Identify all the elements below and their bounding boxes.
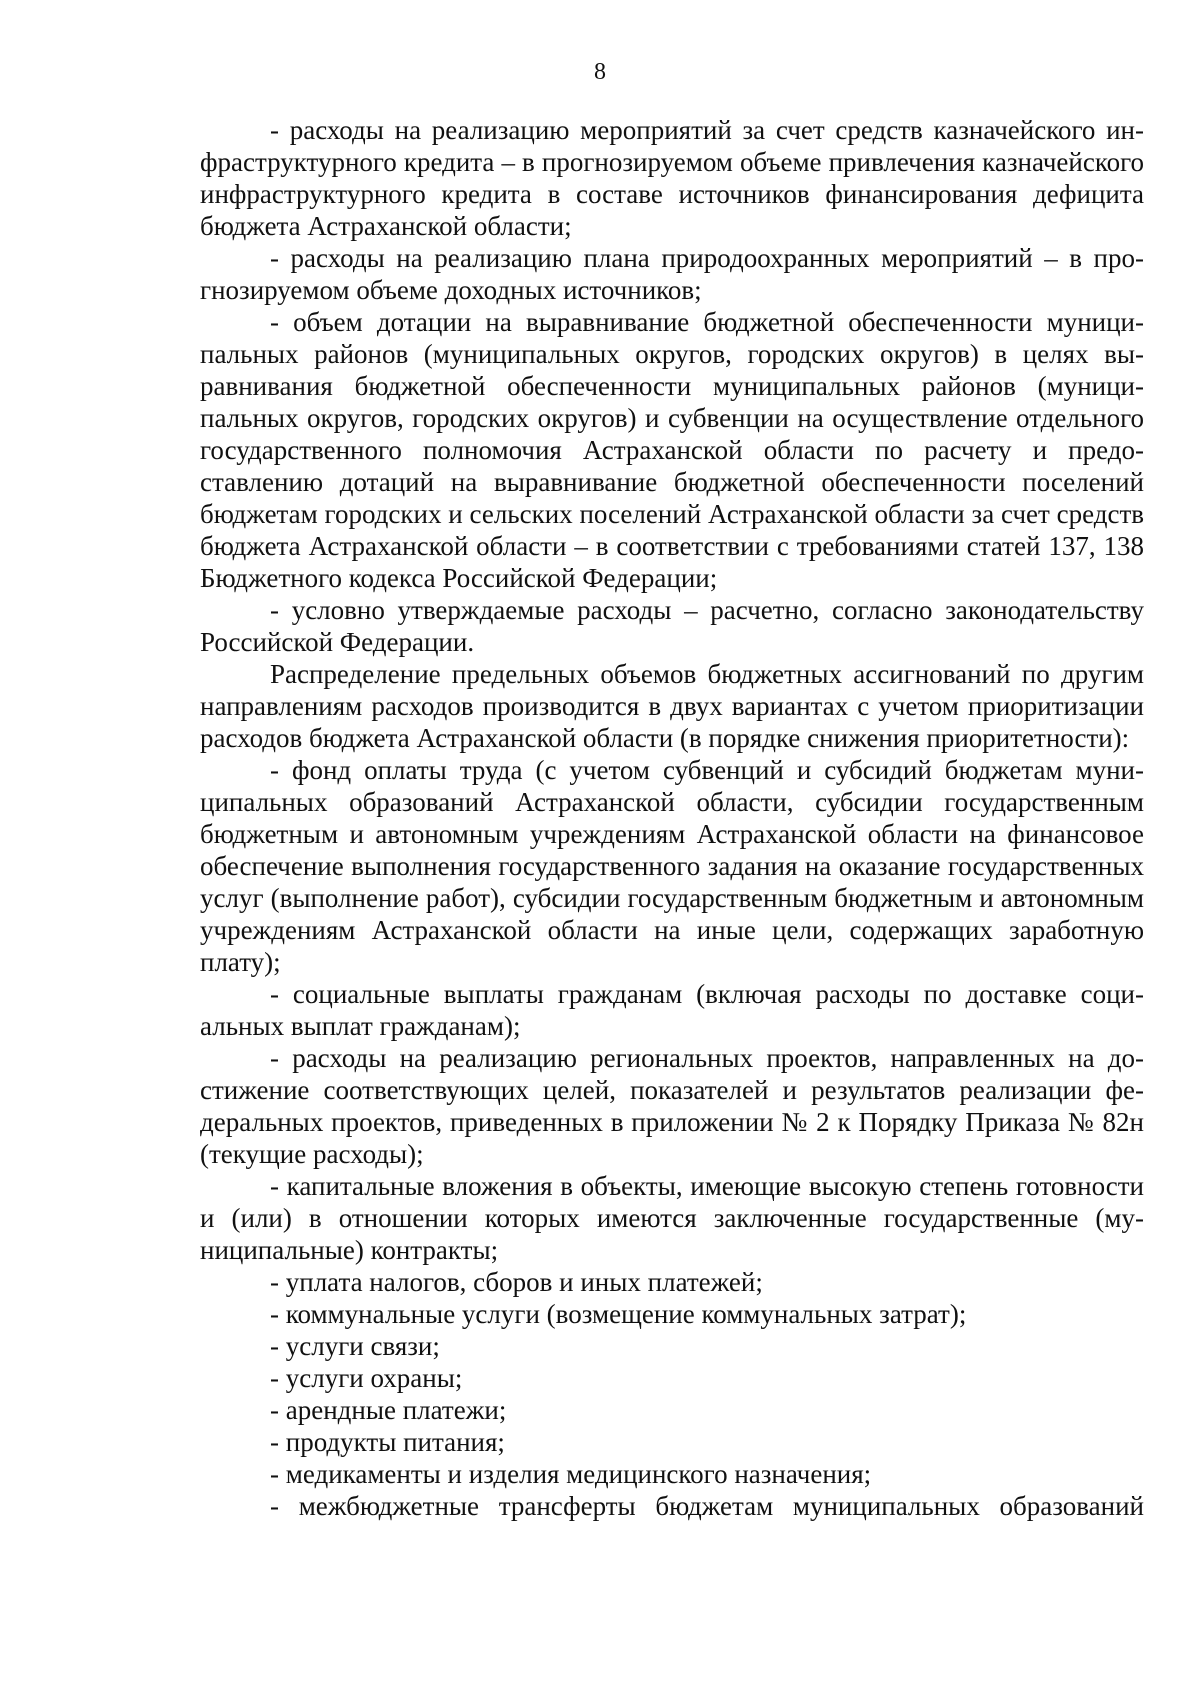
list-item: - продукты питания; — [270, 1427, 505, 1457]
paragraph: - расходы на реализацию мероприятий за счет средств казначейского инфраструктурного кредита – в прогнозируемом объеме привлечения казначейского инфраструктурного кредита в составе источников финансирования дефицита бюджета Астраханской области; — [200, 115, 1144, 241]
paragraph: - фонд оплаты труда (с учетом субвенций и субсидий бюджетам муниципальных образований Астраханской области, субсидии государственным бюджетным и автономным учреждениям Астраханской области на финансовое обеспечение выполнения государственного задания на оказание государственных услуг (выполнение работ), субсидии государственным бюджетным и автономным учреждениям Астраханской области на иные цели, содержащих заработную плату); — [200, 755, 1144, 977]
paragraph: Распределение предельных объемов бюджетных ассигнований по другим направлениям расходов производится в двух вариантах с учетом приоритизации расходов бюджета Астраханской области (в порядке снижения приоритетности): — [200, 659, 1144, 753]
list-item: - коммунальные услуги (возмещение коммунальных затрат); — [270, 1299, 967, 1329]
paragraph: - условно утверждаемые расходы – расчетно, согласно законодательству Российской Федерации. — [200, 595, 1144, 657]
paragraph: - расходы на реализацию региональных проектов, направленных на достижение соответствующих целей, показателей и результатов реализации федеральных проектов, приведенных в приложении № 2 к Порядку Приказа № 82н (текущие расходы); — [200, 1043, 1144, 1169]
list-item: - услуги связи; — [270, 1331, 440, 1361]
page-number: 8 — [594, 59, 606, 85]
list-item: - арендные платежи; — [270, 1395, 507, 1425]
paragraph: - капитальные вложения в объекты, имеющие высокую степень готовности и (или) в отношении которых имеются заключенные государственные (муниципальные) контракты; — [200, 1171, 1144, 1265]
paragraph: - социальные выплаты гражданам (включая расходы по доставке социальных выплат гражданам); — [200, 979, 1144, 1041]
list-item: - услуги охраны; — [270, 1363, 463, 1393]
body-text — [200, 114, 1144, 1522]
list-item: - уплата налогов, сборов и иных платежей; — [270, 1267, 763, 1297]
paragraph: - объем дотации на выравнивание бюджетной обеспеченности муниципальных районов (муниципальных округов, городских округов) в целях выравнивания бюджетной обеспеченности муниципальных районов (муниципальных округов, городских округов) и субвенции на осуществление отдельного государственного полномочия Астраханской области по расчету и предоставлению дотаций на выравнивание бюджетной обеспеченности поселений бюджетам городских и сельских поселений Астраханской области за счет средств бюджета Астраханской области – в соответствии с требованиями статей 137, 138 Бюджетного кодекса Российской Федерации; — [200, 307, 1144, 593]
list-item: - межбюджетные трансферты бюджетам муниципальных образований — [270, 1491, 1144, 1521]
list-item: - медикаменты и изделия медицинского назначения; — [270, 1459, 872, 1489]
paragraph: - расходы на реализацию плана природоохранных мероприятий – в прогнозируемом объеме доходных источников; — [200, 243, 1144, 305]
